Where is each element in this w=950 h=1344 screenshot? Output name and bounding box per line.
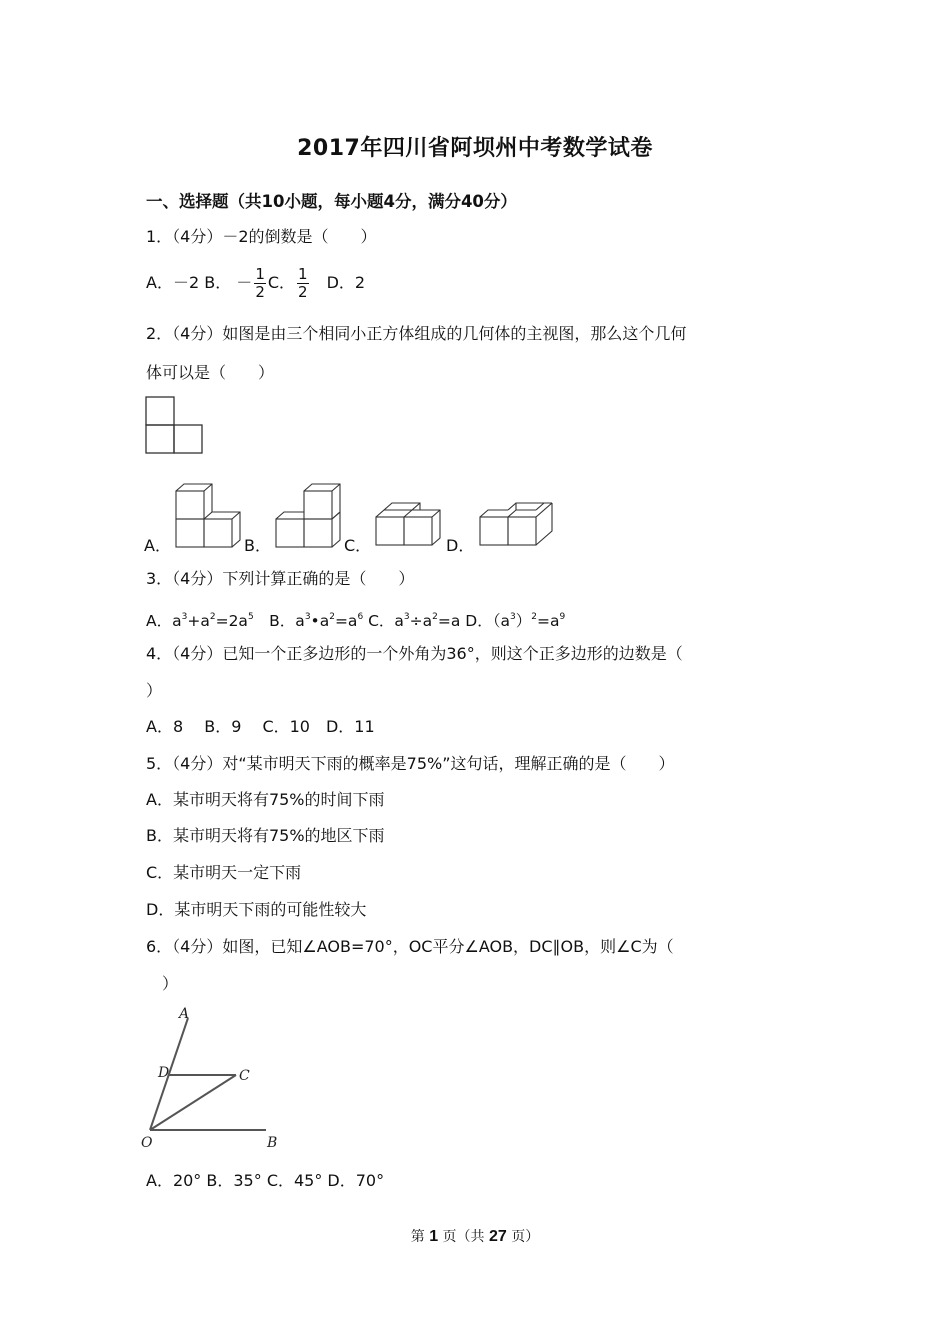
q6-stem-line2: ） bbox=[162, 974, 179, 993]
q3-text: =a bbox=[334, 612, 358, 630]
q3-text: =a bbox=[536, 612, 560, 630]
q5-option-c: C．某市明天一定下雨 bbox=[146, 863, 302, 882]
q3-text: ÷a bbox=[409, 612, 433, 630]
fraction-denominator: 2 bbox=[255, 283, 265, 301]
q6-stem-line1: 6．（4分）如图，已知∠AOB=70°，OC平分∠AOB，DC∥OB，则∠C为（ bbox=[146, 937, 674, 956]
q2-option-c-label: C． bbox=[344, 536, 372, 555]
q3-option-b: B．a bbox=[253, 612, 305, 630]
q2-stem-line1: 2．（4分）如图是由三个相同小正方体组成的几何体的主视图，那么这个几何 bbox=[146, 324, 687, 343]
q1-stem: 1．（4分）－2的倒数是（ ） bbox=[146, 227, 377, 246]
exponent: 3 bbox=[510, 612, 516, 622]
q4-options: A．8 B．9 C．10 D．11 bbox=[146, 717, 375, 736]
q6-options: A．20° B．35° C．45° D．70° bbox=[146, 1171, 385, 1190]
q2-stem-line2: 体可以是（ ） bbox=[146, 363, 275, 382]
point-label-o: O bbox=[141, 1135, 153, 1151]
q2-option-b-figure bbox=[272, 481, 344, 551]
fraction-numerator: 1 bbox=[298, 265, 308, 283]
q5-stem: 5．（4分）对“某市明天下雨的概率是75%”这句话，理解正确的是（ ） bbox=[146, 754, 675, 773]
q3-text: ） bbox=[515, 612, 532, 630]
q4-stem-line1: 4．（4分）已知一个正多边形的一个外角为36°，则这个正多边形的边数是（ bbox=[146, 644, 683, 663]
exponent: 2 bbox=[209, 612, 216, 622]
q4-stem-line2: ） bbox=[146, 681, 163, 700]
q3-text: •a bbox=[310, 612, 330, 630]
exponent: 3 bbox=[181, 612, 188, 622]
footer-text: 页） bbox=[506, 1229, 540, 1245]
q3-option-d: =a D．（a bbox=[437, 612, 510, 630]
q1-option-a: A．－2 B． bbox=[146, 273, 232, 292]
q5-option-b: B．某市明天将有75%的地区下雨 bbox=[146, 826, 385, 845]
q3-option-c: C．a bbox=[363, 612, 404, 630]
q2-option-a-figure bbox=[172, 481, 244, 551]
fraction-denominator: 2 bbox=[298, 283, 308, 301]
q1-option-d: D．2 bbox=[310, 273, 366, 292]
exponent: 2 bbox=[531, 612, 537, 622]
footer-text: 第 bbox=[410, 1229, 430, 1245]
q3-stem: 3．（4分）下列计算正确的是（ ） bbox=[146, 569, 415, 588]
q6-geometry-figure bbox=[138, 1002, 288, 1152]
q5-option-a: A．某市明天将有75%的时间下雨 bbox=[146, 790, 385, 809]
q1-option-b-sign: － bbox=[236, 273, 253, 292]
page-title: 2017年四川省阿坝州中考数学试卷 bbox=[297, 136, 653, 161]
page-footer bbox=[0, 1226, 950, 1246]
section-heading: 一、选择题（共10小题，每小题4分，满分40分） bbox=[146, 192, 517, 211]
footer-text: 页（共 bbox=[438, 1229, 489, 1245]
q1-options bbox=[146, 266, 365, 301]
point-label-c: C bbox=[239, 1068, 250, 1084]
exponent: 5 bbox=[247, 612, 254, 622]
point-label-d: D bbox=[158, 1065, 170, 1081]
q2-front-view-figure bbox=[144, 395, 206, 457]
q2-option-a-label: A． bbox=[144, 536, 171, 555]
q2-option-c-figure bbox=[372, 495, 444, 551]
exponent: 9 bbox=[559, 612, 566, 622]
exponent: 2 bbox=[432, 612, 438, 622]
exponent: 3 bbox=[304, 612, 311, 622]
q2-option-d-figure bbox=[476, 495, 556, 551]
exponent: 6 bbox=[357, 612, 364, 622]
exponent: 2 bbox=[329, 612, 335, 622]
page-number: 1 bbox=[429, 1228, 439, 1245]
q5-option-d: D．某市明天下雨的可能性较大 bbox=[146, 900, 367, 919]
point-label-a: A bbox=[179, 1006, 190, 1022]
point-label-b: B bbox=[267, 1135, 278, 1151]
q2-option-d-label: D． bbox=[446, 536, 475, 555]
q1-option-c-fraction bbox=[297, 266, 309, 301]
page-total: 27 bbox=[489, 1228, 507, 1245]
fraction-numerator: 1 bbox=[255, 265, 265, 283]
q3-options bbox=[146, 606, 565, 632]
q1-option-c: C． bbox=[267, 273, 296, 292]
q2-option-b-label: B． bbox=[244, 536, 271, 555]
q3-option-a: A．a bbox=[146, 612, 182, 630]
q3-text: +a bbox=[187, 612, 210, 630]
q1-option-b-fraction bbox=[254, 266, 266, 301]
exponent: 3 bbox=[403, 612, 410, 622]
q3-text: =2a bbox=[215, 612, 248, 630]
